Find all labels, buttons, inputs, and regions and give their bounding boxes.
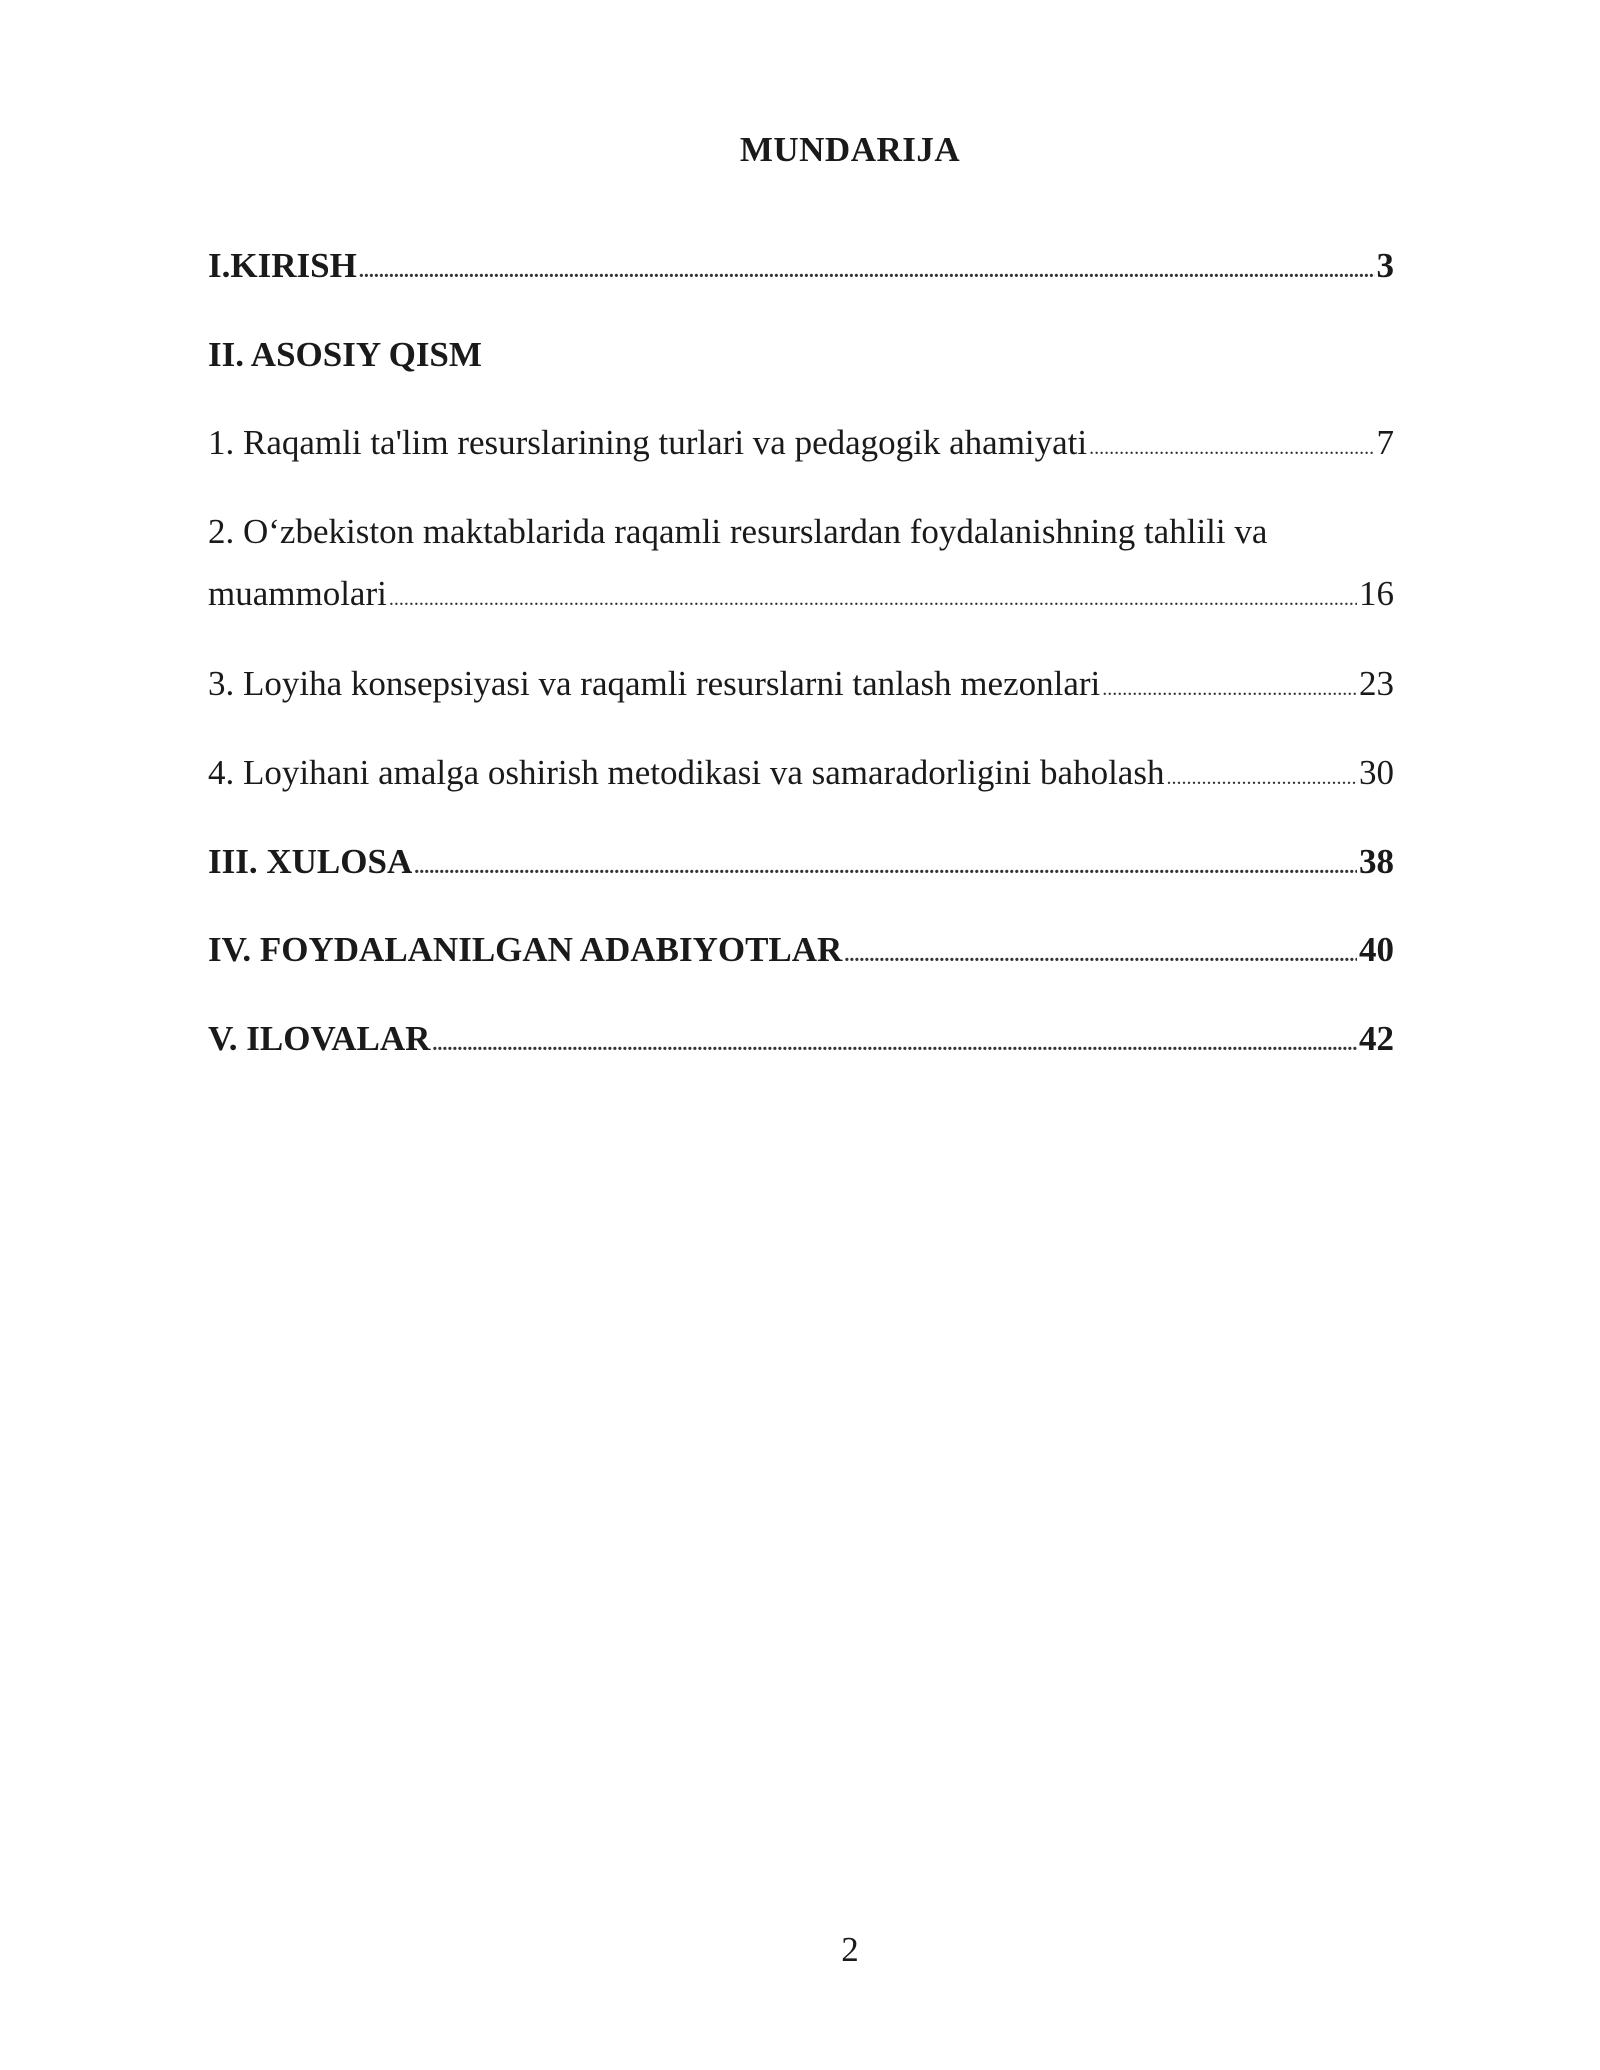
toc-entry-label: 4. Loyihani amalga oshirish metodikasi va samaradorligini baholash [208, 753, 1165, 792]
toc-entry-page: 7 [1376, 423, 1394, 462]
toc-entry-kirish[interactable] [208, 235, 1394, 302]
toc-dot-leader [359, 240, 1375, 302]
toc-dot-leader [1089, 417, 1374, 479]
toc-entry-page: 23 [1359, 664, 1394, 703]
toc-entry-label: 1. Raqamli ta'lim resurslarining turlari va pedagogik ahamiyati [208, 423, 1088, 462]
toc-entry-xulosa[interactable] [208, 831, 1394, 898]
toc-entry-label: 3. Loyiha konsepsiyasi va raqamli resurslarni tanlash mezonlari [208, 664, 1101, 703]
toc-dot-leader [414, 836, 1357, 898]
toc-entry-page: 30 [1359, 753, 1394, 792]
toc-entry-page: 42 [1359, 1019, 1394, 1058]
toc-dot-leader [432, 1013, 1357, 1075]
page-number: 2 [841, 1930, 859, 1969]
toc-entry-section-2[interactable] [208, 501, 1394, 630]
toc-entry-page: 40 [1359, 930, 1394, 969]
toc-entry-page: 38 [1359, 842, 1394, 881]
toc-entry-label: II. ASOSIY QISM [208, 335, 482, 374]
toc-entry-label: V. ILOVALAR [208, 1019, 431, 1058]
toc-entry-adabiyotlar[interactable] [208, 919, 1394, 986]
page-title: MUNDARIJA [739, 130, 961, 169]
toc-entry-page: 16 [1359, 574, 1394, 613]
toc-entry-page: 3 [1376, 246, 1394, 285]
toc-entry-section-1[interactable] [208, 412, 1394, 479]
toc-entry-ilovalar[interactable] [208, 1008, 1394, 1075]
toc-dot-leader [1166, 747, 1357, 809]
toc-entry-label: IV. FOYDALANILGAN ADABIYOTLAR [208, 930, 843, 969]
toc-entry-label-line1: 2. O‘zbekiston maktablarida raqamli resurslardan foydalanishning tahlili va [208, 512, 1268, 551]
toc-heading-asosiy-qism[interactable] [208, 324, 1394, 386]
toc-entry-label: III. XULOSA [208, 842, 413, 881]
toc-entry-label-line2: muammolari [208, 574, 387, 613]
toc-dot-leader [1102, 658, 1357, 720]
toc-dot-leader [844, 924, 1357, 986]
toc-entry-section-4[interactable] [208, 742, 1394, 809]
toc-entry-section-3[interactable] [208, 653, 1394, 720]
toc-dot-leader [389, 568, 1357, 630]
toc-entry-label: I.KIRISH [208, 246, 357, 285]
